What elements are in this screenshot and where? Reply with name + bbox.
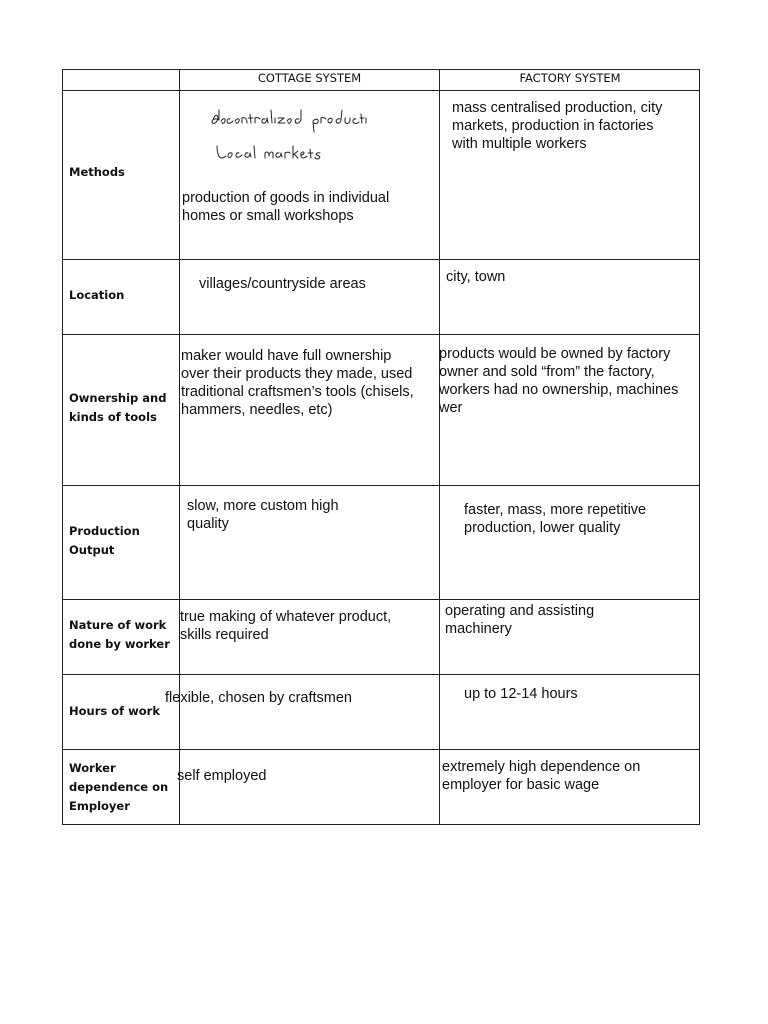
row-divider [63,749,699,750]
column-divider [439,70,440,824]
cell-hours-factory: up to 12-14 hours [464,686,578,702]
cell-production-factory: faster, mass, more repetitive production, lower quality [464,502,647,536]
cell-location-cottage: villages/countryside areas [199,276,366,292]
row-divider [63,599,699,600]
row-divider [63,485,699,486]
handwritten-notes [209,106,369,168]
row-divider [63,674,699,675]
cell-methods-cottage: production of goods in individual homes or small workshops [182,190,390,224]
cell-nature-cottage: true making of whatever product, skills required [180,609,392,643]
row-divider [63,259,699,260]
row-label-ownership: Ownership and kinds of tools [69,391,167,424]
cell-methods-factory: mass centralised production, city markets, production in factories with multiple workers [452,100,663,152]
cell-ownership-cottage: maker would have full ownership over their products they made, used traditional craftsmen’s tools (chisels, hammers, needles, etc) [181,348,414,418]
row-divider [63,90,699,91]
header-factory-system: FACTORY SYSTEM [519,71,621,85]
header-cottage-system: COTTAGE SYSTEM [257,71,362,85]
row-label-nature-of-work: Nature of work done by worker [69,618,170,651]
cell-hours-cottage: flexible, chosen by craftsmen [165,690,352,706]
cell-ownership-factory: products would be owned by factory owner and sold “from” the factory, workers had no ownership, machines wer [439,346,679,416]
cell-dependence-factory: extremely high dependence on employer for basic wage [442,759,641,793]
row-label-hours-of-work: Hours of work [69,704,160,718]
row-label-location: Location [69,288,125,302]
column-divider [179,70,180,824]
row-label-methods: Methods [69,165,125,179]
row-label-worker-dependence: Worker dependence on Employer [69,761,169,813]
cell-location-factory: city, town [446,269,506,285]
cell-nature-factory: operating and assisting machinery [445,603,595,637]
comparison-table [62,69,700,825]
row-label-production-output: Production Output [69,524,140,557]
cell-production-cottage: slow, more custom high quality [187,498,339,532]
row-divider [63,334,699,335]
cell-dependence-cottage: self employed [177,768,267,784]
